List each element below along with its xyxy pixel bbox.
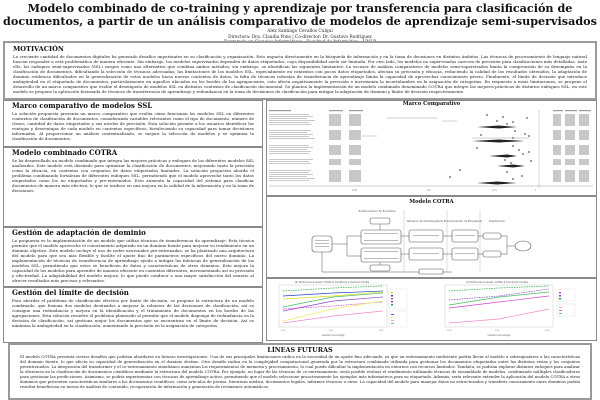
chart1-title: (b) Performance levels: COTRA & traditional individual models (294, 281, 370, 284)
chart-individual-models (279, 281, 407, 337)
title-line-2: documentos, a partir de un análisis comparativo de modelos de aprendizaje semi-supervisados (3, 14, 597, 28)
svg-text:0.25: 0.25 (352, 189, 357, 192)
svg-text:20%: 20% (329, 330, 334, 332)
chart2-xlabel: Labeled percentage (487, 334, 511, 337)
output-node (515, 241, 531, 251)
section-text: La solución propuesta presenta un marco comparativo que evalúa cómo funcionan los modelos SSL en diferentes contextos de clasificación de documentos, considerando variables relevantes como el tipo de documento, número de clases, cantidad de datos etiquetados y sus niveles de precisión. Esta solución permite a los usuarios identificar las ventajas y desventajas de cada modelo en contextos específicos, fortaleciendo su capacidad para tomar decisiones informadas. Al proporcionar un análisis contextualizado, se mejora la selección de modelos y se optimiza la clasificación de documentos. (12, 111, 254, 142)
section-marco-comparativo (3, 100, 263, 147)
section-title: Modelo combinado COTRA (12, 148, 118, 157)
title-line-1: Modelo combinado de co-training y aprendizaje por transferencia para clasificación de (27, 1, 573, 15)
section-title: Marco comparativo de modelos SSL (12, 101, 153, 110)
svg-text:1: 1 (535, 189, 537, 192)
svg-text:0.75: 0.75 (492, 189, 497, 192)
section-text: La propuesta es la implementación de un modelo que utiliza técnicas de transferencia de aprendizaje. Esta técnica permite que el modelo aproveche el conocimiento adquirido en un dominio fuente para mejorar su rendimiento en un dominio objetivo. Este modelo incluye el uso de redes neuronales pre-entrenadas; se ha planteado una arquitectura del modelo para que sea más flexible y facilite el ajuste fino de parámetros específicos del nuevo dominio. La implementación de técnicas de transferencia de aprendizaje ayuda a mitigar las falencias de generalización de los modelos SSL, permitiendo que estos se beneficien de datos y características de otros dominios. Esto mejora la capacidad de los modelos para aprender de manera eficiente en contextos diferentes, incrementando así su precisión y efectividad. La adaptabilidad del modelo mejora, lo que puede conducir a una mayor satisfacción del usuario al ofrecer resultados más precisos y relevantes. (12, 238, 254, 284)
section-motivacion (3, 41, 597, 100)
section-lineas-futuras (8, 343, 592, 400)
section-text: El modelo COTRA presenta ciertos desafíos que podrían abordarse en futuras investigaciones. Una de sus principales limitaciones radica en la necesidad de un ajuste fino adecuado, ya que un entrenamiento ineficiente podría llevar al modelo a sobreajustarse a las características del dominio fuente, lo que afecta su capacidad de generalización en el dominio destino. Otro desafío radica en la complejidad computacional generada por la estructura combinada utilizada para gestionar los documentos etiquetados entre las distintas vistas y los conjuntos preentrenados. La integración del transformer y el co-entrenamiento simultáneo aumentan los requerimientos de memoria y procesamiento, lo cual puede dificultar la implementación en entornos con recursos limitados. También, se podrían explorar distintos enfoques para analizar la eficiencia en la clasificación de documentos científicos mediante la estructura del modelo COTRA. Por ejemplo, en lugar de las técnicas de co-entrenamiento, sería posible evaluar el rendimiento utilizando técnicas de ensamblado de modelos, combinando múltiples clasificadores para gestionar las predicciones. Asimismo, se podría experimentar con técnicas de aprendizaje activo, permitiendo que el modelo seleccione proactivamente los ejemplos más informativos para su etiquetado. Además, sería relevante extender la aplicación del modelo COTRA a otros dominios que presenten características similares a los documentos científicos, como artículos de prensa, literatura médica, documentos legales, informes técnicos u otros. La capacidad del modelo para manejar datos no estructurados y transferir conocimiento entre dominios podría resultar beneficiosa en tareas de análisis de contenido, recuperación de información y generación de resúmenes automáticos. (20, 354, 580, 389)
section-text: La creciente cantidad de documentos digitales ha generado desafíos importantes en su clasificación y organización. Esto impacta directamente en la búsqueda de información y en la toma de decisiones en distintos ámbitos. Las técnicas de procesamiento de lenguaje natural buscan responder a esta problemática de manera eficiente. Sin embargo, los modelos supervisados dependen de datos etiquetados, cuya disponibilidad suele ser limitada. Por otro lado, los modelos no supervisados carecen de precisión para clasificaciones más detalladas. Ante ello, los enfoques semi-supervisados (SSL) surgen como una alternativa que combina ambos métodos; sin embargo, se identifican las siguientes limitantes: La escasez de análisis comparativos de modelos semi-supervisados limita la comprensión de su desempeño en la clasificación de documentos, dificultando la selección de técnicas adecuadas; las limitaciones de los modelos SSL, especialmente en contextos con pocos datos etiquetados, afectan su precisión y eficacia, reduciendo la calidad de los resultados obtenidos; la adaptación de dominio evidencia dificultades en la generalización de estos modelos hacia nuevos contextos de datos, la falta de técnicas robustas de transferencia de aprendizaje limita la capacidad de aprovechar conocimiento previo. Finalmente, el límite de decisión que introduce ambigüedad en el etiquetado de documentos, particularmente en aquellos ubicados en los bordes de las agrupaciones, esto afecta negativamente la precisión e incrementa la incertidumbre en la asignación de categorías. En respuesta a estas limitaciones, se propone el desarrollo de un marco comparativo que evalúe el desempeño de modelos SSL en distintos contextos de clasificación documental. Se plantea la implementación de un modelo combinado denominado COTRA que integre las mejores prácticas de distintos enfoques SSL, en este modelo se propone la aplicación fusionada de técnicas de transferencia de aprendizaje y redundancia en la toma de decisiones de clasificación para mitigar la adaptación de dominio y límite de decisión respectivamente. (13, 54, 587, 95)
stage-label-refuerzo: Refuerzo de autoetiquetado (406, 220, 444, 223)
directors: Directora: Dra. Claudia Pons | Co-director: Dr. Gustavo Rodríguez (228, 34, 372, 40)
chart2-title: (b) Performance levels: COTRA & Combined models (466, 281, 528, 284)
figure-performance-charts (266, 278, 597, 341)
chart1-xlabel: Labeled percentage (321, 334, 345, 337)
poster-title (0, 2, 600, 28)
performance-charts (267, 279, 596, 340)
svg-text:30%: 30% (545, 330, 550, 332)
figure-modelo-cotra (266, 196, 597, 278)
section-title: Gestión del límite de decisión (12, 288, 129, 297)
svg-text:30%: 30% (379, 330, 384, 332)
section-modelo-cotra (3, 147, 263, 227)
section-adaptacion-dominio (3, 227, 263, 287)
cotra-diagram (267, 206, 596, 278)
svg-text:10%: 10% (447, 330, 452, 332)
figure-marco-comparativo (266, 100, 597, 196)
section-text: Para abordar el problema de clasificación efectiva por límite de decisión, se propone la estructura de un modelo combinado, que fusiona dos modelos destinados a mejorar la robustez de las decisiones de clasificación, así se consigue una redundancia y mejora en la identificación y el tratamiento de documentos en los bordes de las agrupaciones. Esta solución resuelve el problema planteado al permitir que el modelo disponga de redundancia en la decisión de clasificación, así gestiona mejor los documentos que se encuentran en el límite de decisión. Así se minimiza la ambigüedad en la clasificación, aumentando la precisión en la asignación de categorías. (12, 298, 254, 329)
stage-label-ensamble: Entrenamiento de Ensamble (358, 210, 396, 213)
stage-label-etiquetado: Entrenamiento de Etiquetado (443, 220, 483, 223)
svg-text:20%: 20% (495, 330, 500, 332)
section-title: MOTIVACIÓN (13, 45, 64, 53)
section-limite-decision (3, 287, 263, 343)
stage-label-clasificacion: Clasificación (488, 220, 506, 223)
author-name: Alex Santiago Cevallos Culqui (267, 29, 333, 34)
section-title: Gestión de adaptación de dominio (12, 228, 146, 237)
figure-title: Marco Comparativo (402, 101, 461, 107)
figure-title: Modelo COTRA (409, 199, 454, 205)
section-title: LÍNEAS FUTURAS (267, 346, 333, 354)
svg-text:10%: 10% (281, 330, 286, 332)
svg-text:0.5: 0.5 (427, 189, 431, 192)
section-text: Se ha desarrollado un modelo combinado que integra las mejores prácticas y enfoques de los diferentes modelos SSL analizados. Este modelo está diseñado para optimizar la clasificación de documentos, mejorando tanto la precisión como la eficacia, en contextos con conjuntos de datos etiquetados limitados. La solución propuesta aborda el problema combinando fortalezas de diferentes enfoques SSL, permitiendo que el modelo aproveche tanto los datos etiquetados como los no etiquetados y pre-entrenados. Esto aumenta la capacidad del sistema para clasificar documentos de manera más efectiva, lo que se traduce en una mejora en la calidad de la información y en la toma de decisiones. (12, 158, 254, 194)
chart-combined-models (445, 281, 575, 337)
forest-plot (267, 108, 596, 194)
